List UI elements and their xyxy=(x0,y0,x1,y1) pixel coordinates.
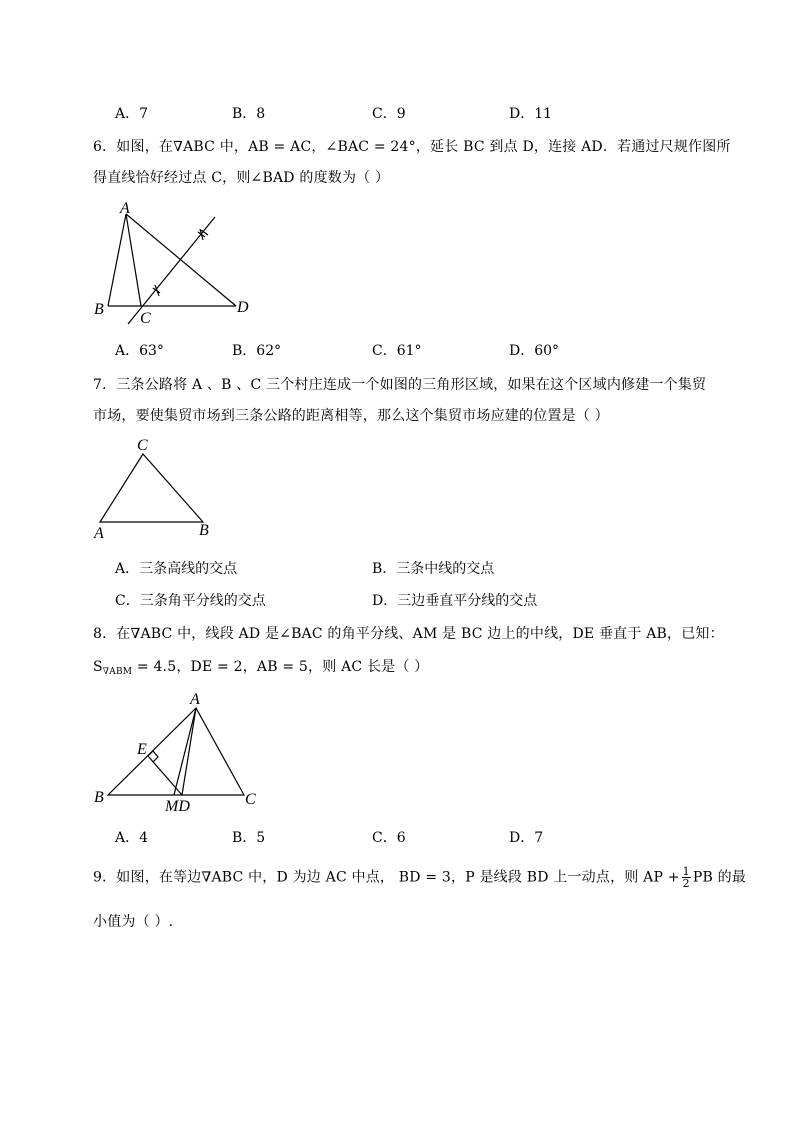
q7-label-b: B xyxy=(199,522,209,539)
q7-stem-line2: 市场，要使集贸市场到三条公路的距离相等，那么这个集贸市场应建的位置是（ ） xyxy=(93,408,609,424)
q8-option-a: A．4 xyxy=(115,830,149,846)
q9-stem-part1: 9．如图，在等边∇ABC 中，D 为边 AC 中点， BD = 3，P 是线段 BD 上一动点，则 AP + xyxy=(93,869,680,886)
q7-stem-line1: 7．三条公路将 A 、B 、C 三个村庄连成一个如图的三角形区域，如果在这个区域内修建一个集贸 xyxy=(93,377,707,393)
q9-stem-line2: 小值为（ ）. xyxy=(93,914,174,930)
q9-fraction-half xyxy=(682,866,691,889)
q8-label-b: B xyxy=(94,789,104,806)
q9-fraction-denominator: 2 xyxy=(682,877,690,890)
q6-figure xyxy=(88,196,268,328)
q6-constructed-line xyxy=(128,217,215,324)
q7-triangle xyxy=(100,454,203,522)
q6-label-d: D xyxy=(237,299,249,316)
q6-segment-ac xyxy=(126,214,141,306)
q8-option-d: D．7 xyxy=(509,830,544,846)
q8-segment-ad xyxy=(182,708,196,795)
q5-option-a: A．7 xyxy=(115,106,149,122)
q6-label-b: B xyxy=(94,301,104,318)
q6-segment-ab xyxy=(108,214,126,306)
q8-stem-line2 xyxy=(93,656,428,677)
q7-option-c: C．三条角平分线的交点 xyxy=(115,593,266,609)
q9-stem-part2: PB 的最 xyxy=(692,869,747,886)
q8-label-e: E xyxy=(137,741,147,758)
q8-area-symbol: S xyxy=(93,659,103,675)
q8-label-c: C xyxy=(245,791,256,808)
q6-stem-line1: 6．如图，在∇ABC 中，AB = AC，∠BAC = 24°，延长 BC 到点 D，连接 AD．若通过尺规作图所 xyxy=(93,139,731,155)
q8-area-subscript: ∇ABM xyxy=(102,667,133,677)
q5-option-b: B．8 xyxy=(232,106,266,122)
q8-option-c: C．6 xyxy=(372,830,406,846)
q6-label-c: C xyxy=(140,310,151,327)
q8-triangle xyxy=(108,708,244,795)
q5-option-d: D．11 xyxy=(509,106,553,122)
q8-figure xyxy=(88,686,268,816)
q8-stem-line2-rest: = 4.5，DE = 2，AB = 5，则 AC 长是（ ） xyxy=(132,659,429,675)
q7-label-a: A xyxy=(94,525,104,542)
q9-stem-line1 xyxy=(93,866,746,889)
q7-label-c: C xyxy=(137,437,148,454)
q8-segment-am xyxy=(174,708,196,795)
q6-option-b: B．62° xyxy=(232,343,282,359)
q8-stem-line1: 8．在∇ABC 中，线段 AD 是∠BAC 的角平分线、AM 是 BC 边上的中线，DE 垂直于 AB，已知： xyxy=(93,626,724,642)
q8-label-a: A xyxy=(190,691,200,708)
q6-stem-line2: 得直线恰好经过点 C，则∠BAD 的度数为（ ） xyxy=(93,170,390,186)
q6-option-a: A．63° xyxy=(115,343,164,359)
q6-arc-mark-top xyxy=(198,229,208,240)
q5-option-c: C．9 xyxy=(372,106,406,122)
q6-option-d: D．60° xyxy=(509,343,560,359)
q7-option-d: D．三边垂直平分线的交点 xyxy=(372,593,538,609)
q6-option-c: C．61° xyxy=(372,343,422,359)
q7-figure xyxy=(88,432,228,544)
q8-label-md: MD xyxy=(165,798,190,815)
q7-option-a: A．三条高线的交点 xyxy=(115,561,238,577)
q6-label-a: A xyxy=(120,200,130,217)
q9-fraction-numerator: 1 xyxy=(682,865,690,878)
q8-right-angle-mark xyxy=(148,751,158,762)
q8-option-b: B．5 xyxy=(232,830,266,846)
q7-option-b: B．三条中线的交点 xyxy=(372,561,495,577)
q6-segment-ad xyxy=(126,214,236,306)
